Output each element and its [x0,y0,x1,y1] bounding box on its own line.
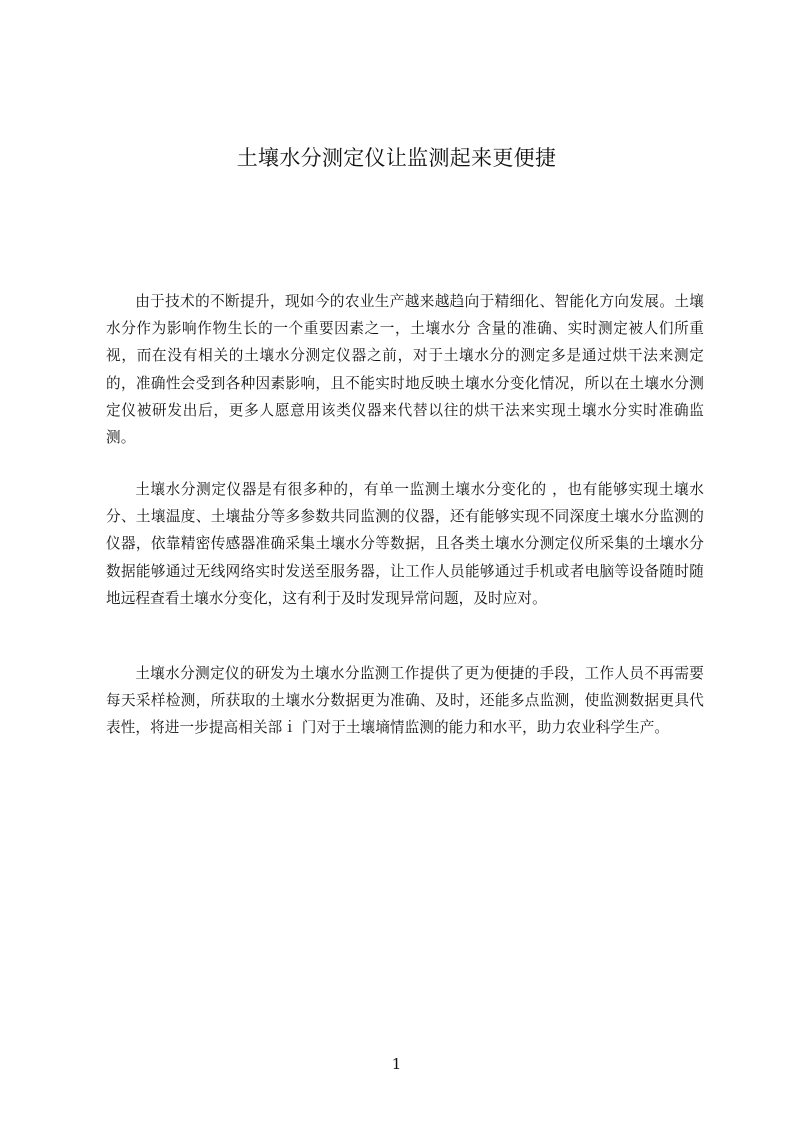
document-title: 土壤水分测定仪让监测起来更便捷 [236,146,557,170]
paragraph-2: 土壤水分测定仪器是有很多种的，有单一监测土壤水分变化的 ，也有能够实现土壤水分、土壤温度、土壤盐分等多参数共同监测的仪器，还有能够实现不同深度土壤水分监测的仪器，依靠精密传感器准确采集土壤水分等数据，且各类土壤水分测定仪所采集的土壤水分数据能够通过无线网络实时发送至服务器，让工作人员能够通过手机或者电脑等设备随时随地远程查看土壤水分变化，这有利于及时发现异常问题，及时应对。 [106,481,704,607]
page-number: 1 [391,1055,402,1073]
paragraph-1: 由于技术的不断提升，现如今的农业生产越来越趋向于精细化、智能化方向发展。土壤水分作为影响作物生长的一个重要因素之一，土壤水分 含量的准确、实时测定被人们所重视，而在没有相关的土壤水分测定仪器之前，对于土壤水分的测定多是通过烘干法来测定的，准确性会受到各种因素影响，且不能实时地反映土壤水分变化情况，所以在土壤水分测定仪被研发出后，更多人愿意用该类仪器来代替以往的烘干法来实现土壤水分实时准确监测。 [106,293,704,447]
paragraph-3: 土壤水分测定仪的研发为土壤水分监测工作提供了更为便捷的手段，工作人员不再需要每天采样检测，所获取的土壤水分数据更为准确、及时，还能多点监测，使监测数据更具代表性，将进一步提高相关部ｉ 门对于土壤墒情监测的能力和水平，助力农业科学生产。 [106,665,704,737]
